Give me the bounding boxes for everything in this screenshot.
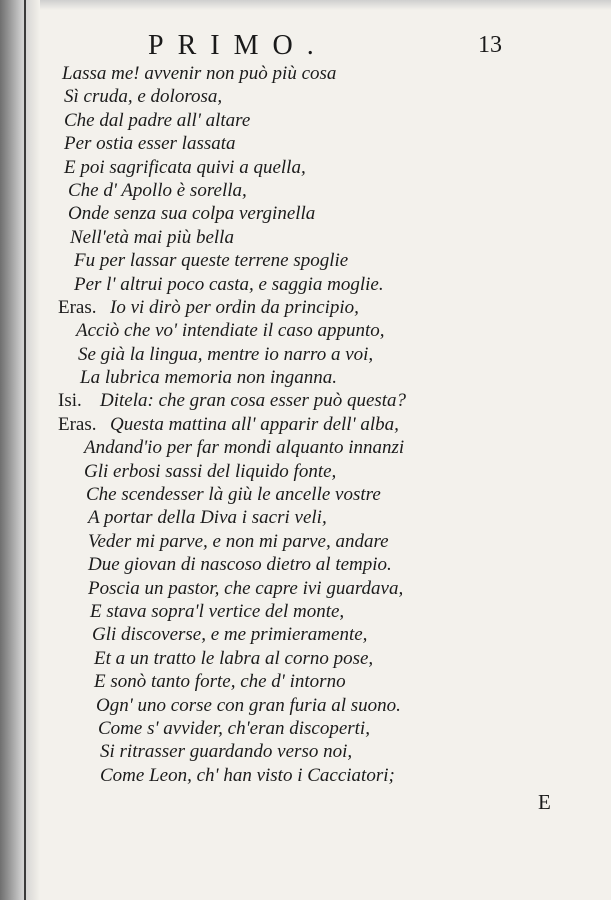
verse-line: [0, 483, 611, 506]
verse-text: E stava sopra'l vertice del monte,: [90, 600, 345, 622]
verse-line: [0, 132, 611, 155]
verse-text: E poi sagrificata quivi a quella,: [64, 156, 306, 178]
verse-text: La lubrica memoria non inganna.: [80, 367, 338, 389]
verse-text: Io vi dirò per ordin da principio,: [110, 296, 359, 318]
verse-line: [0, 764, 611, 787]
verse-line: [0, 62, 611, 85]
verse-line: [0, 389, 611, 412]
verse-line: [0, 436, 611, 459]
verse-line: [0, 506, 611, 529]
verse-line: [0, 109, 611, 132]
verse-line: [0, 623, 611, 646]
verse-text: Che dal padre all' altare: [64, 109, 251, 131]
verse-line: [0, 249, 611, 272]
verse-text: Onde senza sua colpa verginella: [68, 203, 316, 225]
verse-line: [0, 670, 611, 693]
verse-line: [0, 577, 611, 600]
verse-text: Questa mattina all' apparir dell' alba,: [110, 413, 399, 435]
verse-line: [0, 179, 611, 202]
verse-line: [0, 600, 611, 623]
page-number: 13: [478, 32, 502, 58]
verse-text: A portar della Diva i sacri veli,: [88, 507, 327, 529]
speaker-label: Eras.: [58, 296, 97, 318]
verse-text: Per ostia esser lassata: [64, 133, 236, 155]
verse-text: Acciò che vo' intendiate il caso appunto,: [76, 320, 385, 342]
verse-text: Ogn' uno corse con gran furia al suono.: [96, 694, 401, 716]
verse-text: Fu per lassar queste terrene spoglie: [74, 250, 349, 272]
verse-text: Si ritrasser guardando verso noi,: [100, 741, 353, 763]
verse-text: Nell'età mai più bella: [70, 226, 234, 248]
verse-line: [0, 530, 611, 553]
verse-text: Et a un tratto le labra al corno pose,: [94, 647, 374, 669]
verse-line: [0, 273, 611, 296]
verse-line: [0, 156, 611, 179]
verse-text: Ditela: che gran cosa esser può questa?: [100, 390, 407, 412]
verse-text: Se già la lingua, mentre io narro a voi,: [78, 343, 374, 365]
verse-text: Gli discoverse, e me primieramente,: [92, 624, 368, 646]
speaker-label: Isi.: [58, 390, 82, 412]
verse-line: [0, 296, 611, 319]
verse-line: [0, 202, 611, 225]
verse-line: [0, 319, 611, 342]
verse-line: [0, 740, 611, 763]
verse-text-block: [0, 62, 611, 787]
page-top-edge: [0, 0, 611, 10]
verse-line: [0, 226, 611, 249]
verse-text: Per l' altrui poco casta, e saggia moglie.: [74, 273, 384, 295]
verse-text: Che d' Apollo è sorella,: [68, 179, 247, 201]
verse-text: Sì cruda, e dolorosa,: [64, 86, 223, 108]
speaker-label: Eras.: [58, 413, 97, 435]
verse-text: Come s' avvider, ch'eran discoperti,: [98, 717, 370, 739]
verse-line: [0, 553, 611, 576]
verse-line: [0, 647, 611, 670]
verse-line: [0, 717, 611, 740]
verse-line: [0, 343, 611, 366]
verse-line: [0, 413, 611, 436]
verse-text: Come Leon, ch' han visto i Cacciatori;: [100, 764, 395, 786]
verse-line: [0, 366, 611, 389]
verse-text: Poscia un pastor, che capre ivi guardava,: [88, 577, 404, 599]
verse-text: Che scendesser là giù le ancelle vostre: [86, 484, 381, 506]
verse-line: [0, 85, 611, 108]
verse-text: Andand'io per far mondi alquanto innanzi: [84, 437, 405, 459]
verse-line: [0, 460, 611, 483]
verse-line: [0, 694, 611, 717]
running-head: PRIMO.: [148, 30, 328, 61]
verse-text: Due giovan di nascoso dietro al tempio.: [88, 554, 392, 576]
verse-text: Veder mi parve, e non mi parve, andare: [88, 530, 389, 552]
verse-text: E sonò tanto forte, che d' intorno: [94, 671, 346, 693]
verse-text: Lassa me! avvenir non può più cosa: [62, 63, 337, 84]
catchword: E: [538, 790, 551, 814]
verse-text: Gli erbosi sassi del liquido fonte,: [84, 460, 337, 482]
